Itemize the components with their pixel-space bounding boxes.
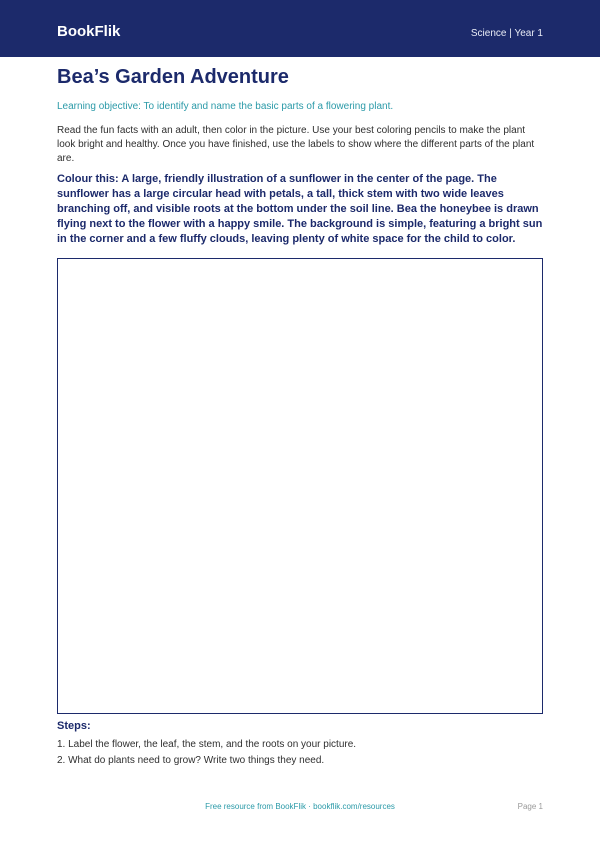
page-number: Page 1	[517, 802, 543, 811]
header-bar	[0, 0, 600, 57]
steps-heading: Steps:	[57, 720, 91, 732]
colour-prompt: Colour this: A large, friendly illustration of a sunflower in the center of the page. The sunflower has a large circular head with petals, a tall, thick stem with two wide leaves branching off, and visible roots at the bottom under the soil line. Bea the honeybee is drawn flying next to the flower with a happy smile. The background is simple, featuring a bright sun in the corner and a few fluffy clouds, leaving plenty of white space for the child to color.	[57, 173, 543, 245]
learning-objective: Learning objective: To identify and name the basic parts of a flowering plant.	[57, 101, 394, 112]
step-item: 1. Label the flower, the leaf, the stem, and the roots on your picture.	[57, 739, 357, 750]
page-title: Bea’s Garden Adventure	[57, 66, 289, 88]
coloring-area	[57, 258, 543, 714]
intro-instructions: Read the fun facts with an adult, then color in the picture. Use your best coloring pencils to make the plant look bright and healthy. Once you have finished, use the labels to show where the different parts of the plant are.	[57, 125, 535, 164]
steps-list	[57, 738, 543, 770]
footer-resource-link[interactable]: Free resource from BookFlik · bookflik.com/resources	[205, 802, 395, 811]
subject-year-label: Science | Year 1	[470, 28, 543, 39]
step-item: 2. What do plants need to grow? Write two things they need.	[57, 755, 325, 766]
brand-logo-text[interactable]: BookFlik	[57, 23, 121, 40]
